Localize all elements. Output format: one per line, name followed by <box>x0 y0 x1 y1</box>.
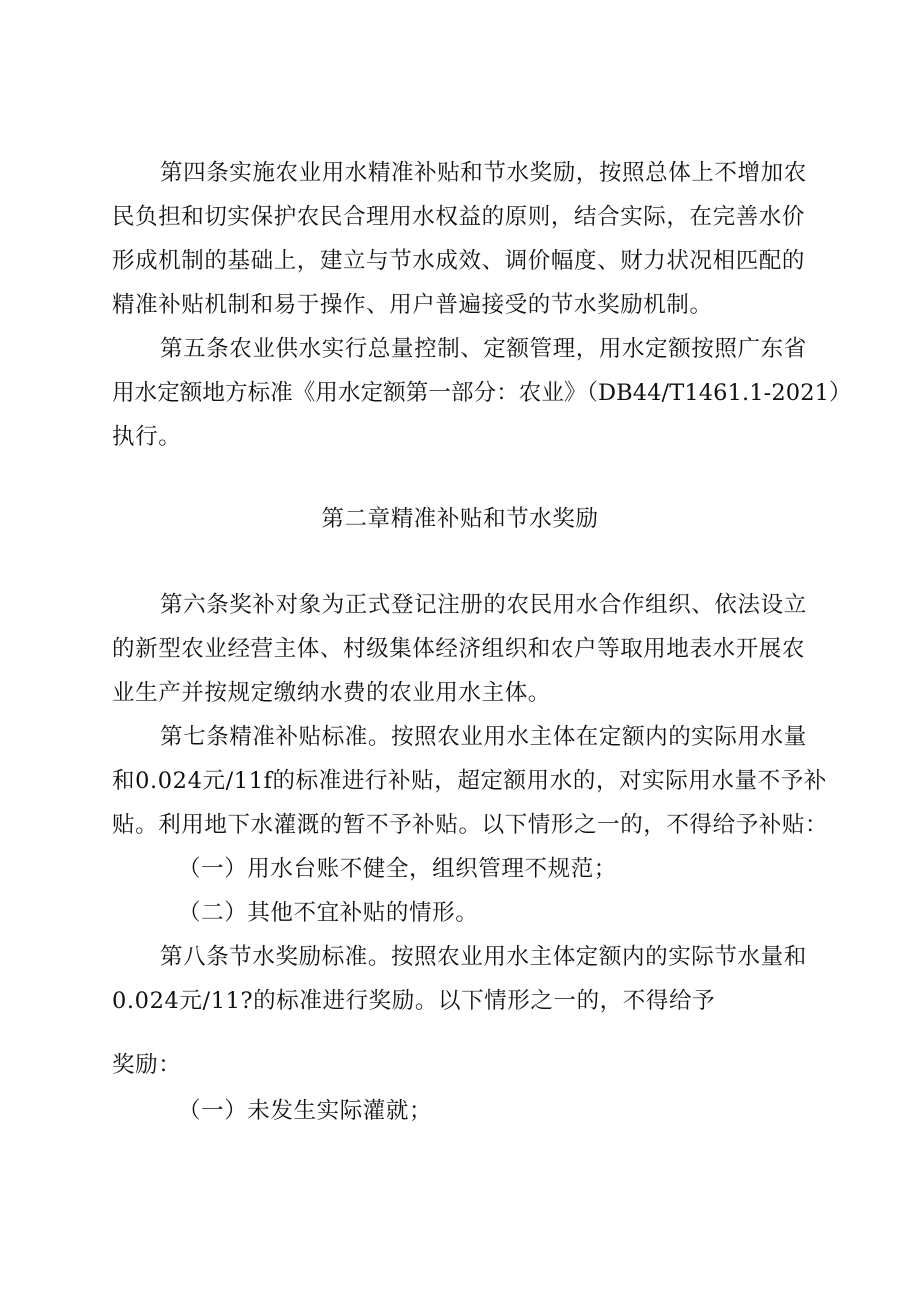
article-6-line-2: 的新型农业经营主体、村级集体经济组织和农户等取用地表水开展农 <box>112 636 806 662</box>
article-5-line-2: 用水定额地方标准《用水定额第一部分：农业》（DB44/T1461.1-2021） <box>112 380 852 406</box>
article-6-line-1: 第六条奖补对象为正式登记注册的农民用水合作组织、依法设立 <box>160 592 807 618</box>
article-8-line-2: 0.024元/11?的标准进行奖励。以下情形之一的，不得给予 <box>112 988 716 1014</box>
article-5-line-3: 执行。 <box>112 424 182 450</box>
article-4-line-1: 第四条实施农业用水精准补贴和节水奖励，按照总体上不增加农 <box>160 160 807 186</box>
article-4-line-4: 精准补贴机制和易于操作、用户普遍接受的节水奖励机制。 <box>112 292 713 318</box>
article-8-item-1: （一）未发生实际灌就； <box>178 1098 433 1124</box>
article-4-line-3: 形成机制的基础上，建立与节水成效、调价幅度、财力状况相匹配的 <box>112 248 806 274</box>
article-7-item-1: （一）用水台账不健全，组织管理不规范； <box>178 856 617 882</box>
article-7-line-2: 和0.024元/11f的标准进行补贴，超定额用水的，对实际用水量不予补 <box>112 768 827 794</box>
article-6-line-3: 业生产并按规定缴纳水费的农业用水主体。 <box>112 680 551 706</box>
chapter-2-title: 第二章精准补贴和节水奖励 <box>321 506 599 532</box>
article-7-item-2: （二）其他不宜补贴的情形。 <box>178 900 479 926</box>
article-7-line-1: 第七条精准补贴标准。按照农业用水主体在定额内的实际用水量 <box>160 724 807 750</box>
article-5-line-1: 第五条农业供水实行总量控制、定额管理，用水定额按照广东省 <box>160 336 807 362</box>
article-4-line-2: 民负担和切实保护农民合理用水权益的原则，结合实际，在完善水价 <box>112 204 806 230</box>
article-8-line-1: 第八条节水奖励标准。按照农业用水主体定额内的实际节水量和 <box>160 944 807 970</box>
article-7-line-3: 贴。利用地下水灌溉的暂不予补贴。以下情形之一的，不得给予补贴： <box>112 812 829 838</box>
article-8-line-3: 奖励： <box>112 1052 182 1078</box>
